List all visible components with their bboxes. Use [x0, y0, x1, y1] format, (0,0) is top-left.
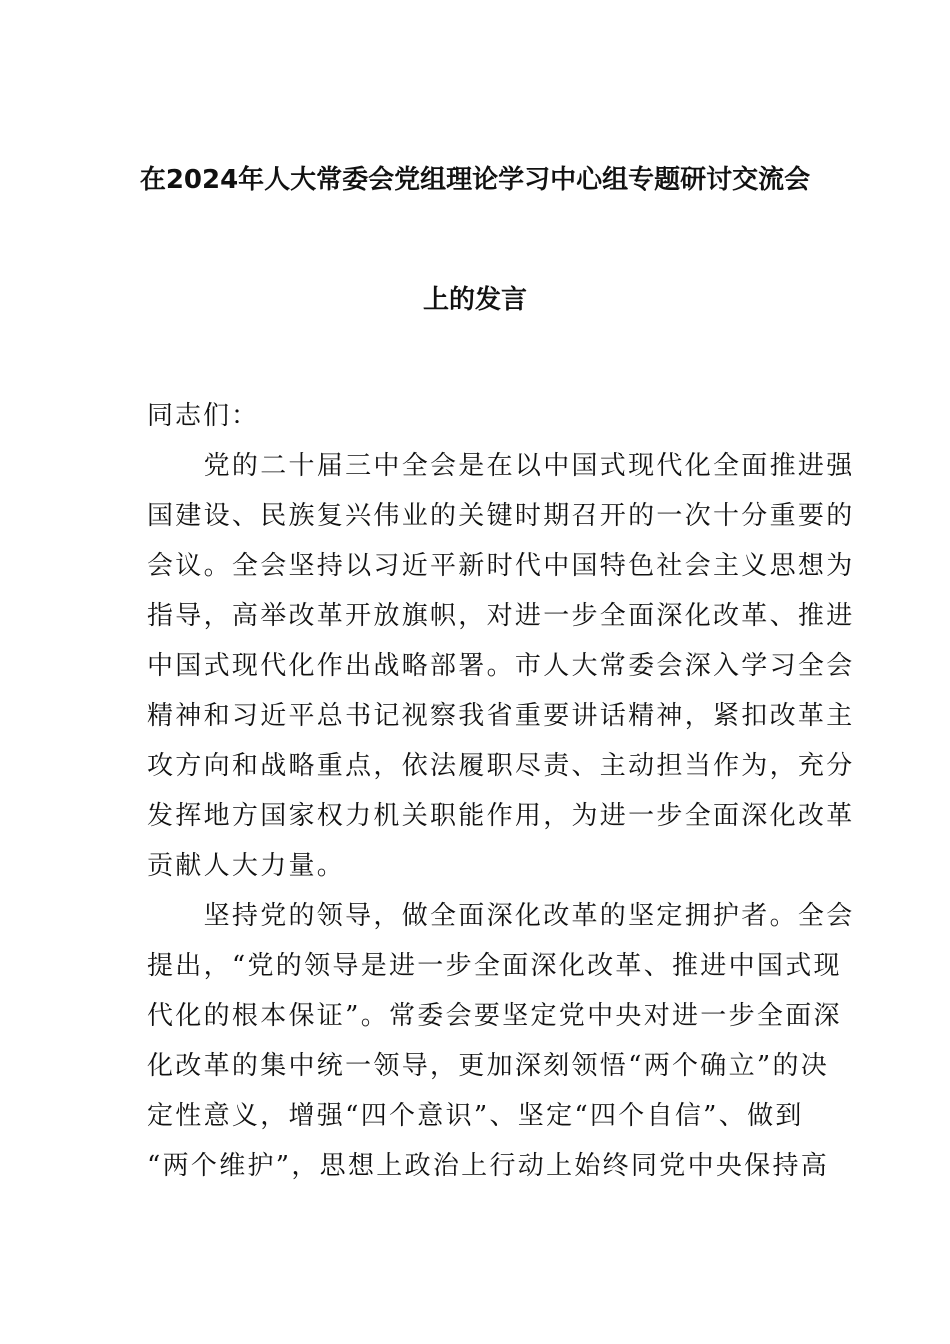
paragraph-line: 攻方向和战略重点，依法履职尽责、主动担当作为，充分 — [147, 751, 855, 781]
paragraph-line: 化改革的集中统一领导，更加深刻领悟“两个确立”的决 — [147, 1051, 830, 1081]
paragraph-line: 精神和习近平总书记视察我省重要讲话精神，紧扣改革主 — [147, 701, 855, 731]
paragraph-line: 代化的根本保证”。常委会要坚定党中央对进一步全面深 — [147, 1001, 842, 1031]
salutation: 同志们： — [147, 401, 260, 431]
paragraph-line: 坚持党的领导，做全面深化改革的坚定拥护者。全会 — [147, 901, 855, 931]
paragraph-2 — [147, 891, 855, 1191]
paragraph-line: 国建设、民族复兴伟业的关键时期召开的一次十分重要的 — [147, 501, 855, 531]
paragraph-line: 提出，“党的领导是进一步全面深化改革、推进中国式现 — [147, 951, 842, 981]
paragraph-1 — [147, 441, 855, 891]
paragraph-line: 发挥地方国家权力机关职能作用，为进一步全面深化改革 — [147, 801, 855, 831]
paragraph-line: 会议。全会坚持以习近平新时代中国特色社会主义思想为 — [147, 551, 855, 581]
paragraph-line: “两个维护”，思想上政治上行动上始终同党中央保持高 — [147, 1151, 830, 1181]
document-title-line-2: 上的发言 — [422, 285, 527, 315]
paragraph-line: 指导，高举改革开放旗帜，对进一步全面深化改革、推进 — [147, 601, 855, 631]
paragraph-line: 贡献人大力量。 — [147, 851, 346, 881]
paragraph-line: 定性意义，增强“四个意识”、坚定“四个自信”、做到 — [147, 1101, 804, 1131]
document-title-line-1: 在2024年人大常委会党组理论学习中心组专题研讨交流会 — [139, 165, 811, 195]
paragraph-line: 中国式现代化作出战略部署。市人大常委会深入学习全会 — [147, 651, 855, 681]
paragraph-line: 党的二十届三中全会是在以中国式现代化全面推进强 — [147, 451, 855, 481]
